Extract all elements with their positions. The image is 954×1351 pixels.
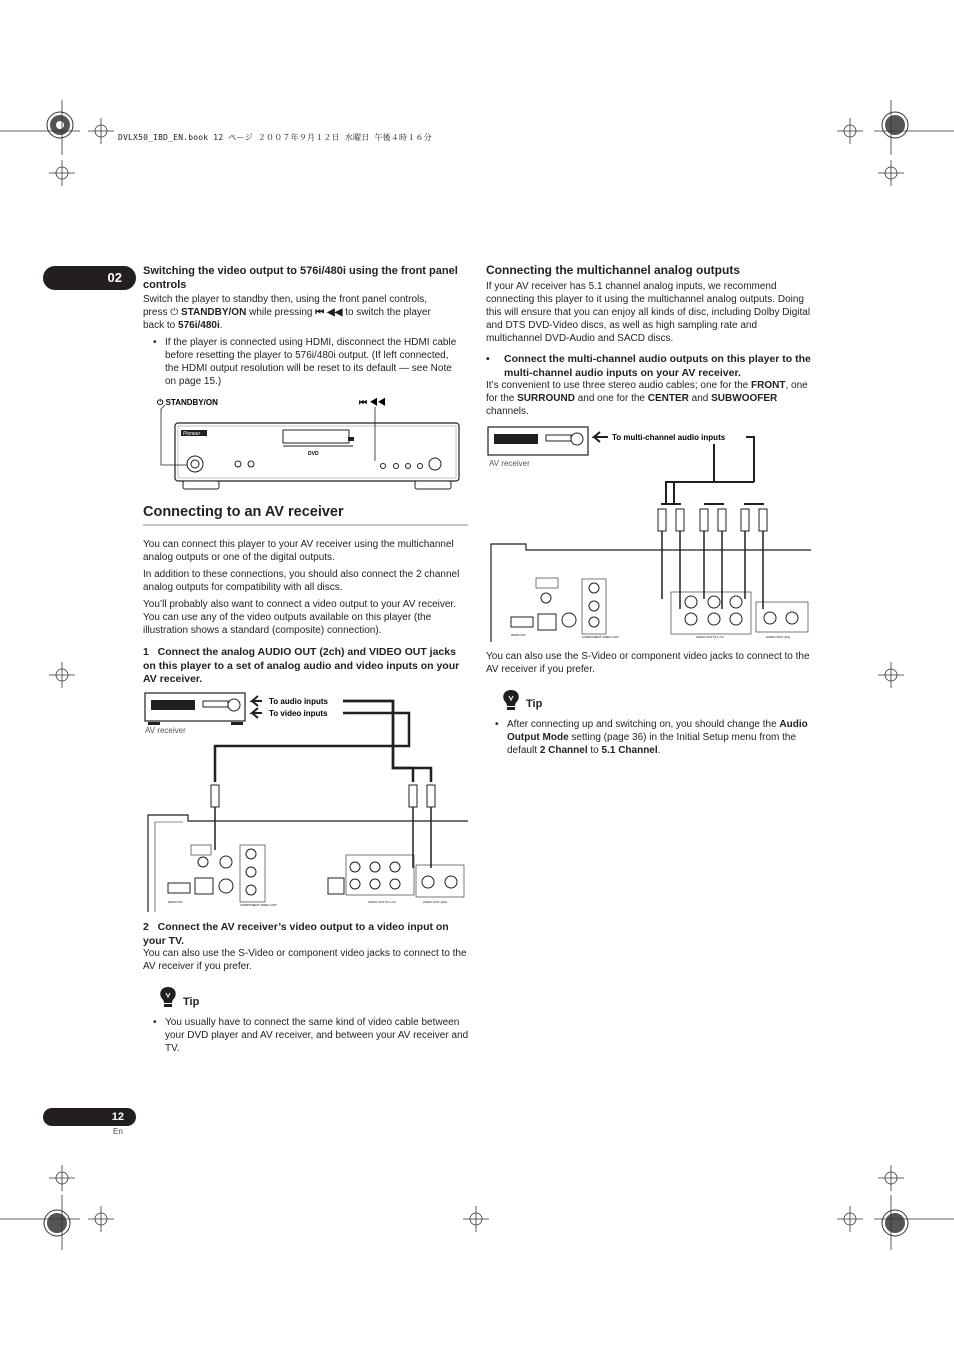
page-number: 12 [43,1108,136,1126]
bullet-dot: • [486,353,490,365]
text: setting (page 36) in the Initial Setup menu from the default [507,732,797,756]
chapter-tab: 02 [43,266,136,290]
bullet-text: If the player is connected using HDMI, disconnect the HDMI cable before resetting the player to 576i/480i output. (If left connected, the HDMI output resolution will be reset to its default — see Note on page 15.) [165,337,457,387]
step-number: 2 [143,921,149,933]
tip-bullet [489,718,811,757]
text: and [688,393,712,404]
section-rule [143,524,468,526]
intro-para-1: You can connect this player to your AV receiver using the multichannel analog outputs or one of the digital outputs. [143,539,454,563]
front-panel-figure [143,393,468,493]
front-label: FRONT [751,380,786,391]
center-label: CENTER [647,393,689,404]
rewind-icon: ◀◀ [327,307,343,318]
fig2-receiver-label: AV receiver [489,459,530,468]
fig1-video-label: To video inputs [269,709,328,718]
switch-bullet [147,336,457,388]
text: After connecting up and switching on, you should change the [507,719,780,730]
power-icon: ⏻ [170,307,181,318]
fig-standby-label: ⏻ STANDBY/ON [157,398,218,407]
bullet-dot: • [495,719,499,730]
tip-label: Tip [526,698,543,710]
step-number: 1 [143,646,149,658]
switch-video-body [143,293,473,332]
language-code: En [113,1127,123,1136]
step-text: Connect the AV receiver’s video output to a video input on your TV. [143,921,449,947]
text: to [587,745,602,756]
intro-para-2: In addition to these connections, you should also connect the 2 channel analog outputs for compatibility with all discs. [143,569,460,593]
player-brand: Pioneer [183,431,201,437]
intro-para-3: You’ll probably also want to connect a video output to your AV receiver. You can use any of the video outputs available on this player (the illustration shows a standard (composite) connection). [143,599,456,636]
multichannel-para: If your AV receiver has 5.1 channel analog inputs, we recommend connecting this player to it using the multichannel analog outputs. Doing this will ensure that you can enjoy all kinds of disc, including Dolby Digital and DTS DVD-Video discs, as well as high sampling rate and multichannel DVD-Audio and SACD discs. [486,281,811,344]
panel-component-label: COMPONENT VIDEO OUT [240,903,277,907]
fig2-label: To multi-channel audio inputs [612,433,726,442]
tip-bullet [147,1016,469,1055]
surround-label: SURROUND [517,393,575,404]
text: , one for the [486,380,808,404]
bullet-text [507,718,811,757]
print-header: DVLX50_IBD_EN.book 12 ページ ２００７年９月１２日 水曜日 午後４時１６分 [118,133,432,142]
multichannel-body [486,379,812,418]
text: back to [143,320,179,331]
dvd-logo: DVD [308,451,319,457]
text: to switch the player [342,307,431,318]
text: . [657,745,661,756]
section-heading: Connecting to an AV receiver [143,504,344,520]
subwoofer-label: SUBWOOFER [711,393,778,404]
panel-hdmi-label: HDMI OUT [168,900,183,904]
standby-label: STANDBY/ON [180,307,247,318]
text: press [143,307,171,318]
switch-body-line2 [143,306,473,319]
panel-audio51-label: AUDIO OUT (5.1 ch) [368,900,396,904]
text: It’s convenient to use three stereo audio cables; one for the [486,380,751,391]
multichannel-heading: Connecting the multichannel analog outputs [486,263,740,277]
mode-label: 576i/480i [178,320,220,331]
audio-output-mode-label: Audio Output Mode [507,719,808,743]
panel-audio51-label: AUDIO OUT (5.1 ch) [696,635,724,639]
bullet-dot: • [153,1017,157,1028]
skip-back-icon: ⏮ [315,307,325,318]
panel-audio2-label: AUDIO OUT (2ch) [766,635,791,639]
switch-video-heading: Switching the video output to 576i/480i using the front panel controls [143,265,458,291]
text: and one for the [574,393,648,404]
receiver-connection-figure [143,690,473,912]
tip-label: Tip [183,996,200,1008]
fig1-audio-label: To audio inputs [269,697,328,706]
fig1-receiver-label: AV receiver [145,726,186,735]
multichannel-connection-figure [486,424,816,644]
after-figure-text: You can also use the S-Video or component video jacks to connect to the AV receiver if you prefer. [486,651,810,675]
bullet-dot: • [153,337,157,348]
step-2-body: You can also use the S-Video or component video jacks to connect to the AV receiver if you prefer. [143,948,467,972]
panel-audio2-label: AUDIO OUT (2ch) [423,900,448,904]
fig-skip-icons: ⏮ ◀◀ [359,397,386,407]
panel-hdmi-label: HDMI OUT [511,633,526,637]
step-text: Connect the analog AUDIO OUT (2ch) and VIDEO OUT jacks on this player to a set of analog audio and video inputs on your AV receiver. [143,646,460,685]
switch-body-line1: Switch the player to standby then, using the front panel controls, [143,294,428,305]
step-1 [143,646,469,687]
panel-component-label: COMPONENT VIDEO OUT [582,635,619,639]
text: channels. [486,406,529,417]
multichannel-bullet-heading [486,353,812,380]
bullet-text: You usually have to connect the same kind of video cable between your DVD player and AV receiver, and between your AV receiver and TV. [165,1017,469,1054]
lightbulb-icon [157,985,179,1009]
two-channel-label: 2 Channel [539,745,588,756]
text: while pressing [246,307,316,318]
five-one-channel-label: 5.1 Channel [601,745,658,756]
text: . [219,320,223,331]
bullet-text: Connect the multi-channel audio outputs on this player to the multi-channel audio inputs on your AV receiver. [504,353,811,379]
step-2 [143,921,469,948]
lightbulb-icon [500,688,522,712]
switch-body-line3 [143,319,473,332]
